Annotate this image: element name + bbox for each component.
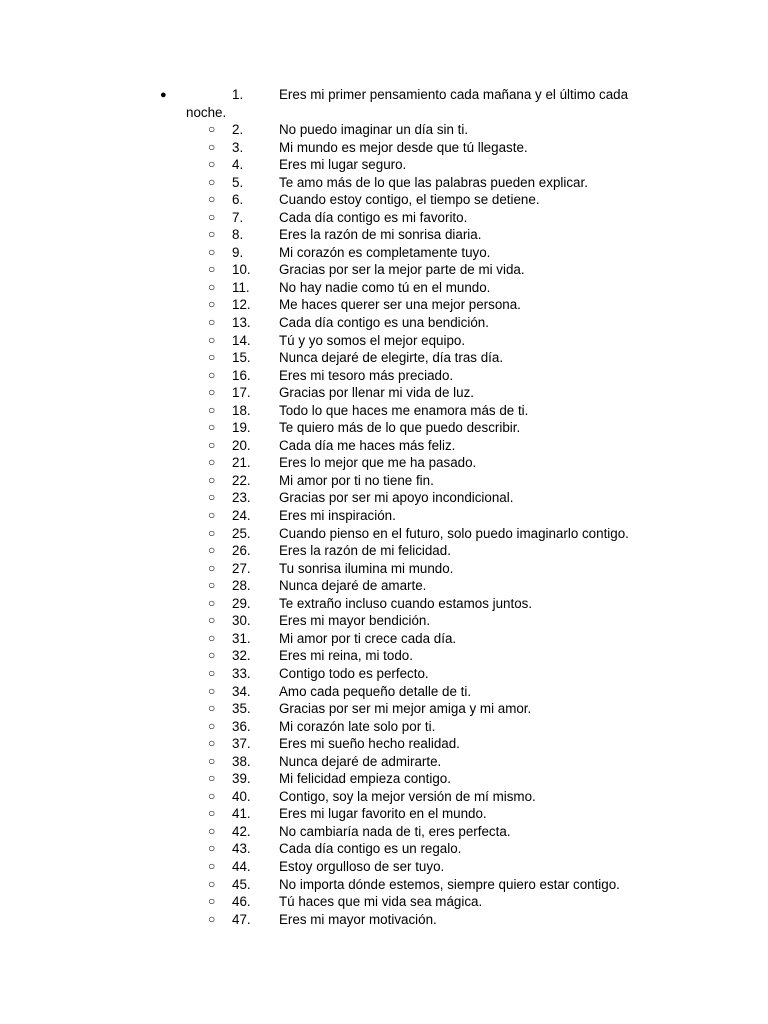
list-item	[0, 647, 768, 665]
list-item	[0, 858, 768, 876]
item-number: 8.	[232, 227, 244, 243]
list-item	[0, 840, 768, 858]
item-number: 10.	[232, 262, 251, 278]
circle-bullet-icon: ○	[208, 648, 216, 663]
circle-bullet-icon: ○	[208, 297, 216, 312]
circle-bullet-icon: ○	[208, 209, 216, 224]
item-number: 7.	[232, 209, 244, 225]
circle-bullet-icon: ○	[208, 823, 216, 838]
item-text: Tu sonrisa ilumina mi mundo.	[279, 560, 454, 576]
item-text: Eres mi tesoro más preciado.	[279, 367, 454, 383]
item-number: 40.	[232, 788, 251, 804]
circle-bullet-icon: ○	[208, 402, 216, 417]
list-item	[0, 770, 768, 788]
item-text: Eres mi mayor bendición.	[279, 613, 431, 629]
item-number: 3.	[232, 139, 244, 155]
list-item	[0, 367, 768, 385]
circle-bullet-icon: ○	[208, 525, 216, 540]
item-number: 1.	[232, 87, 244, 102]
item-text: Eres mi lugar favorito en el mundo.	[279, 806, 487, 822]
item-number: 4.	[232, 157, 244, 173]
list-item	[0, 718, 768, 736]
circle-bullet-icon: ○	[208, 736, 216, 751]
item-number: 43.	[232, 841, 251, 857]
numbered-list	[0, 121, 768, 928]
circle-bullet-icon: ○	[208, 315, 216, 330]
item-text: Amo cada pequeño detalle de ti.	[279, 683, 472, 699]
list-item	[0, 823, 768, 841]
item-text: Cada día contigo es un regalo.	[279, 841, 462, 857]
item-number: 12.	[232, 297, 251, 313]
item-number: 30.	[232, 613, 251, 629]
list-item	[0, 209, 768, 227]
item-number: 37.	[232, 736, 251, 752]
item-number: 21.	[232, 455, 251, 471]
circle-bullet-icon: ○	[208, 841, 216, 856]
item-text: Tú y yo somos el mejor equipo.	[279, 332, 466, 348]
list-item	[0, 683, 768, 701]
list-item	[0, 437, 768, 455]
list-item	[0, 700, 768, 718]
item-number: 39.	[232, 771, 251, 787]
item-number: 36.	[232, 718, 251, 734]
item-text: Eres la razón de mi felicidad.	[279, 543, 451, 559]
item-number: 41.	[232, 806, 251, 822]
circle-bullet-icon: ○	[208, 806, 216, 821]
circle-bullet-icon: ○	[208, 718, 216, 733]
item-text: No hay nadie como tú en el mundo.	[279, 279, 491, 295]
circle-bullet-icon: ○	[208, 701, 216, 716]
item-number: 32.	[232, 648, 251, 664]
item-number: 13.	[232, 315, 251, 331]
circle-bullet-icon: ○	[208, 578, 216, 593]
item-text: Nunca dejaré de admirarte.	[279, 753, 442, 769]
circle-bullet-icon: ○	[208, 227, 216, 242]
item-text: Cada día contigo es una bendición.	[279, 315, 489, 331]
item-text: Cada día contigo es mi favorito.	[279, 209, 468, 225]
list-item	[0, 349, 768, 367]
item-text: Eres mi mayor motivación.	[279, 911, 437, 927]
item-number: 47.	[232, 911, 251, 927]
circle-bullet-icon: ○	[208, 174, 216, 189]
item-text: Contigo todo es perfecto.	[279, 665, 429, 681]
circle-bullet-icon: ○	[208, 613, 216, 628]
list-item	[0, 753, 768, 771]
circle-bullet-icon: ○	[208, 560, 216, 575]
circle-bullet-icon: ○	[208, 876, 216, 891]
circle-bullet-icon: ○	[208, 858, 216, 873]
item-number: 20.	[232, 437, 251, 453]
list-item	[0, 419, 768, 437]
item-text: No importa dónde estemos, siempre quiero estar contigo.	[279, 876, 620, 892]
list-item	[0, 788, 768, 806]
item-number: 24.	[232, 508, 251, 524]
list-item	[0, 121, 768, 139]
list-item	[0, 665, 768, 683]
item-number: 6.	[232, 192, 244, 208]
item-number: 45.	[232, 876, 251, 892]
item-number: 25.	[232, 525, 251, 541]
item-text: Eres mi primer pensamiento cada mañana y el último cada	[279, 87, 629, 102]
list-item	[0, 542, 768, 560]
circle-bullet-icon: ○	[208, 630, 216, 645]
item-number: 16.	[232, 367, 251, 383]
item-number: 29.	[232, 595, 251, 611]
item-number: 35.	[232, 701, 251, 717]
item-text: Cuando pienso en el futuro, solo puedo imaginarlo contigo.	[279, 525, 629, 541]
item-text: Gracias por ser mi apoyo incondicional.	[279, 490, 514, 506]
circle-bullet-icon: ○	[208, 350, 216, 365]
list-item	[0, 454, 768, 472]
circle-bullet-icon: ○	[208, 683, 216, 698]
list-item	[0, 156, 768, 174]
circle-bullet-icon: ○	[208, 367, 216, 382]
item-number: 44.	[232, 858, 251, 874]
item-number: 38.	[232, 753, 251, 769]
item-text: Mi felicidad empieza contigo.	[279, 771, 451, 787]
item-text: Te quiero más de lo que puedo describir.	[279, 420, 521, 436]
list-item	[0, 472, 768, 490]
list-item	[0, 296, 768, 314]
list-item	[0, 226, 768, 244]
list-item	[0, 191, 768, 209]
circle-bullet-icon: ○	[208, 490, 216, 505]
item-number: 27.	[232, 560, 251, 576]
item-text: Mi corazón es completamente tuyo.	[279, 244, 491, 260]
circle-bullet-icon: ○	[208, 122, 216, 136]
list-item	[0, 735, 768, 753]
list-item	[0, 612, 768, 630]
circle-bullet-icon: ○	[208, 157, 216, 172]
list-item	[0, 911, 768, 929]
item-number: 2.	[232, 122, 244, 137]
circle-bullet-icon: ○	[208, 788, 216, 803]
list-item	[0, 893, 768, 911]
item-number: 31.	[232, 630, 251, 646]
item-number: 18.	[232, 402, 251, 418]
item-text: Mi amor por ti crece cada día.	[279, 630, 457, 646]
item-text: Mi corazón late solo por ti.	[279, 718, 436, 734]
list-item	[0, 332, 768, 350]
item-number: 33.	[232, 665, 251, 681]
item-number: 23.	[232, 490, 251, 506]
item-text: Gracias por ser la mejor parte de mi vida.	[279, 262, 525, 278]
list-item	[0, 876, 768, 894]
circle-bullet-icon: ○	[208, 244, 216, 259]
item-number: 28.	[232, 578, 251, 594]
item-number: 9.	[232, 244, 244, 260]
list-item	[0, 174, 768, 192]
item-number: 17.	[232, 385, 251, 401]
circle-bullet-icon: ○	[208, 753, 216, 768]
item-number: 11.	[232, 279, 250, 295]
item-number: 46.	[232, 894, 251, 910]
circle-bullet-icon: ○	[208, 665, 216, 680]
item-text: Todo lo que haces me enamora más de ti.	[279, 402, 529, 418]
item-text: Cada día me haces más feliz.	[279, 437, 456, 453]
item-text: Cuando estoy contigo, el tiempo se detiene.	[279, 192, 540, 208]
item-text: Mi amor por ti no tiene fin.	[279, 472, 434, 488]
circle-bullet-icon: ○	[208, 139, 216, 154]
item-text: Nunca dejaré de elegirte, día tras día.	[279, 350, 504, 366]
circle-bullet-icon: ○	[208, 262, 216, 277]
list-item	[0, 525, 768, 543]
item-text-continuation: noche.	[186, 105, 227, 120]
item-text: No puedo imaginar un día sin ti.	[279, 122, 469, 137]
circle-bullet-icon: ○	[208, 455, 216, 470]
item-text: Te amo más de lo que las palabras pueden explicar.	[279, 174, 588, 190]
item-number: 15.	[232, 350, 251, 366]
list-item	[0, 279, 768, 297]
item-text: Me haces querer ser una mejor persona.	[279, 297, 521, 313]
circle-bullet-icon: ○	[208, 472, 216, 487]
item-number: 34.	[232, 683, 251, 699]
circle-bullet-icon: ○	[208, 543, 216, 558]
list-item	[0, 139, 768, 157]
item-text: Eres lo mejor que me ha pasado.	[279, 455, 477, 471]
list-item	[0, 577, 768, 595]
item-text: Estoy orgulloso de ser tuyo.	[279, 858, 445, 874]
item-text: Eres mi reina, mi todo.	[279, 648, 413, 664]
circle-bullet-icon: ○	[208, 595, 216, 610]
circle-bullet-icon: ○	[208, 508, 216, 523]
item-number: 22.	[232, 472, 251, 488]
circle-bullet-icon: ○	[208, 332, 216, 347]
circle-bullet-icon: ○	[208, 420, 216, 435]
list-item	[0, 507, 768, 525]
item-number: 42.	[232, 823, 251, 839]
item-text: Eres mi sueño hecho realidad.	[279, 736, 460, 752]
item-number: 19.	[232, 420, 251, 436]
list-item	[0, 595, 768, 613]
list-item	[0, 805, 768, 823]
first-item-line	[0, 86, 768, 104]
list-item	[0, 244, 768, 262]
item-text: Nunca dejaré de amarte.	[279, 578, 427, 594]
item-text: Eres la razón de mi sonrisa diaria.	[279, 227, 482, 243]
item-text: Contigo, soy la mejor versión de mí mismo.	[279, 788, 536, 804]
list-item	[0, 314, 768, 332]
item-text: Gracias por ser mi mejor amiga y mi amor.	[279, 701, 532, 717]
circle-bullet-icon: ○	[208, 911, 216, 926]
circle-bullet-icon: ○	[208, 192, 216, 207]
list-item	[0, 261, 768, 279]
bullet-icon: ●	[160, 89, 167, 101]
item-text: Eres mi lugar seguro.	[279, 157, 407, 173]
item-text: Tú haces que mi vida sea mágica.	[279, 894, 483, 910]
list-item	[0, 630, 768, 648]
item-text: Eres mi inspiración.	[279, 508, 396, 524]
item-text: Gracias por llenar mi vida de luz.	[279, 385, 474, 401]
list-item	[0, 384, 768, 402]
list-item	[0, 489, 768, 507]
circle-bullet-icon: ○	[208, 437, 216, 452]
list-item	[0, 560, 768, 578]
list-item	[0, 402, 768, 420]
circle-bullet-icon: ○	[208, 385, 216, 400]
circle-bullet-icon: ○	[208, 771, 216, 786]
item-text: Te extraño incluso cuando estamos juntos.	[279, 595, 533, 611]
list-item-first	[0, 86, 768, 122]
item-text: No cambiaría nada de ti, eres perfecta.	[279, 823, 511, 839]
item-number: 5.	[232, 174, 244, 190]
circle-bullet-icon: ○	[208, 279, 216, 294]
circle-bullet-icon: ○	[208, 894, 216, 909]
item-number: 26.	[232, 543, 251, 559]
item-text: Mi mundo es mejor desde que tú llegaste.	[279, 139, 528, 155]
item-number: 14.	[232, 332, 251, 348]
